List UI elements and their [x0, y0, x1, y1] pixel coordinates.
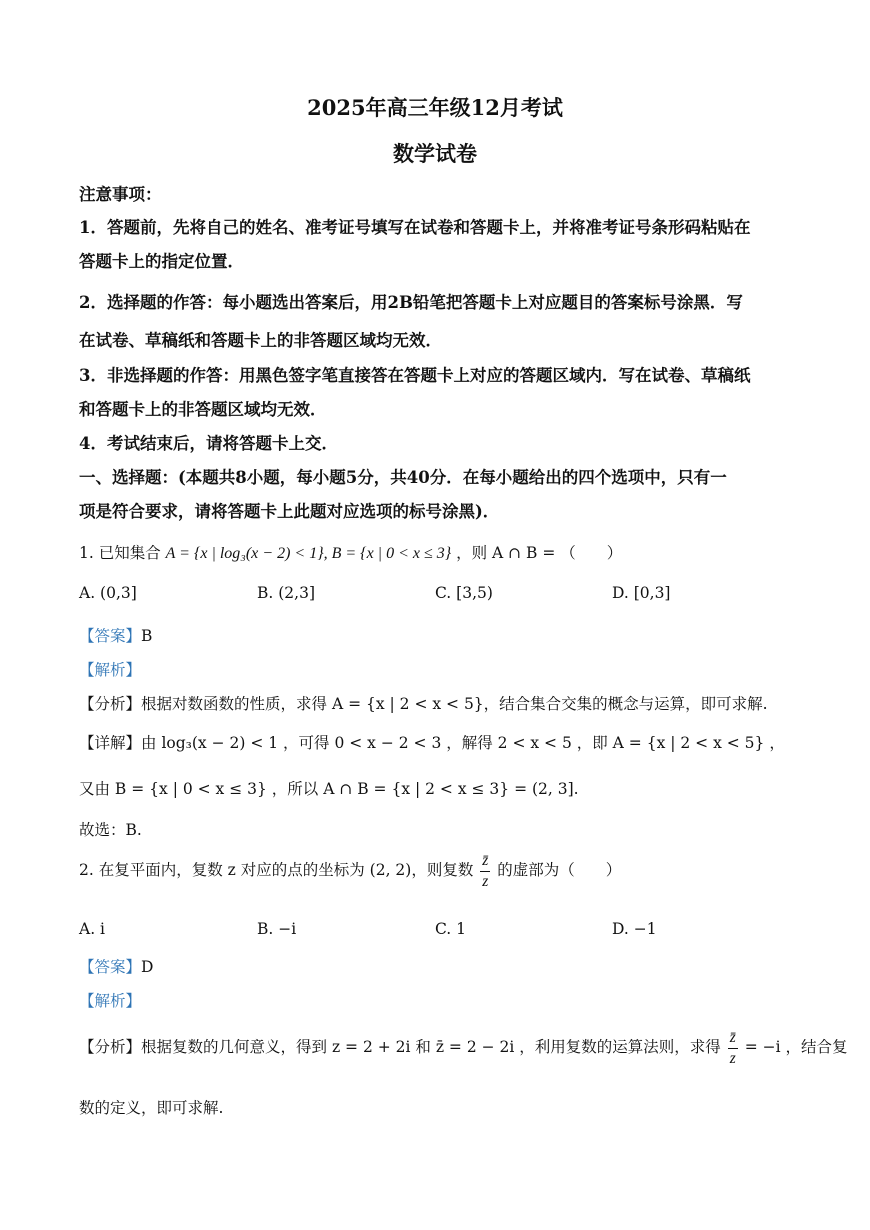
- q2-fenxi-frac-num: z̄: [728, 1030, 738, 1049]
- notice-item-2: 2．选择题的作答：每小题选出答案后，用2B铅笔把答题卡上对应题目的答案标号涂黑．写: [79, 293, 743, 312]
- q2-fenxi-text: 根据复数的几何意义，得到 z = 2 + 2i 和 z̄ = 2 − 2i ，利用复数的运算法则，求得: [141, 1038, 721, 1056]
- q1-option-a: A. (0,3]: [79, 584, 137, 602]
- section-heading: 一、选择题：(本题共8小题，每小题5分，共40分．在每小题给出的四个选项中，只有一: [79, 468, 727, 487]
- q1-detail-cont: 又由 B = {x | 0 < x ≤ 3} ，所以 A ∩ B = {x | 2 < x ≤ 3} = (2, 3].: [79, 780, 579, 798]
- q2-fraction: [480, 853, 490, 889]
- q1-detail: [79, 731, 785, 753]
- q2-analysis-tag: 【解析】: [79, 992, 142, 1010]
- q1-option-b: B. (2,3]: [257, 584, 315, 602]
- notice-item-2-cont: 在试卷、草稿纸和答题卡上的非答题区域均无效．: [79, 331, 442, 350]
- q1-stem-prefix: 1. 已知集合: [79, 544, 161, 562]
- q1-sets: A = {x | log₃(x − 2) < 1}, B = {x | 0 < x ≤ 3}: [165, 545, 452, 562]
- q2-fenxi: [79, 1030, 848, 1066]
- q2-frac-num: z̄: [480, 853, 490, 872]
- q1-fenxi-text: 根据对数函数的性质，求得 A = {x | 2 < x < 5}，结合集合交集的概念与运算，即可求解.: [141, 695, 768, 713]
- notice-item-4: 4．考试结束后，请将答题卡上交．: [79, 434, 338, 453]
- q2-fenxi-fraction: [728, 1030, 738, 1066]
- q2-stem: [79, 853, 621, 889]
- q1-fenxi: [79, 692, 768, 714]
- q1-answer: [79, 624, 152, 646]
- q2-option-b: B. −i: [257, 920, 297, 938]
- q1-answer-value: B: [141, 627, 153, 645]
- q2-option-d: D. −1: [612, 920, 657, 938]
- q1-detail-text: 由 log₃(x − 2) < 1 ，可得 0 < x − 2 < 3 ，解得 2 < x < 5 ，即 A = {x | 2 < x < 5} ，: [141, 734, 785, 752]
- q2-answer-tag: 【答案】: [79, 958, 142, 976]
- q2-option-a: A. i: [79, 920, 106, 938]
- q2-answer: [79, 955, 153, 977]
- q2-answer-value: D: [141, 958, 154, 976]
- q1-option-d: D. [0,3]: [612, 584, 671, 602]
- notice-item-3-cont: 和答题卡上的非答题区域均无效．: [79, 400, 327, 419]
- q2-fenxi-text-b: = −i ，结合复: [744, 1038, 848, 1056]
- page-subtitle: 数学试卷: [393, 141, 477, 166]
- notice-heading: 注意事项：: [79, 185, 162, 204]
- q1-fenxi-tag: 【分析】: [79, 695, 142, 713]
- q2-stem-prefix: 2. 在复平面内，复数 z 对应的点的坐标为 (2, 2)，则复数: [79, 861, 474, 879]
- page-title: 2025年高三年级12月考试: [307, 95, 563, 120]
- q1-detail-tag: 【详解】: [79, 734, 142, 752]
- q1-conclusion: 故选：B.: [79, 821, 142, 839]
- q1-answer-tag: 【答案】: [79, 627, 142, 645]
- q2-option-c: C. 1: [435, 920, 467, 938]
- notice-item-3: 3．非选择题的作答：用黑色签字笔直接答在答题卡上对应的答题区域内．写在试卷、草稿纸: [79, 366, 751, 385]
- q1-analysis-tag: 【解析】: [79, 661, 142, 679]
- q2-fenxi-cont: 数的定义，即可求解.: [79, 1099, 224, 1117]
- q2-frac-den: z: [482, 872, 489, 890]
- q2-fenxi-tag: 【分析】: [79, 1038, 142, 1056]
- section-heading-cont: 项是符合要求，请将答题卡上此题对应选项的标号涂黑)．: [79, 502, 500, 521]
- q2-stem-suffix: 的虚部为（ ）: [497, 861, 622, 879]
- q1-stem: [79, 541, 622, 563]
- q1-option-c: C. [3,5): [435, 584, 493, 602]
- q1-stem-suffix: ，则 A ∩ B = （ ）: [456, 544, 623, 562]
- notice-item-1: 1．答题前，先将自己的姓名、准考证号填写在试卷和答题卡上，并将准考证号条形码粘贴在: [79, 218, 751, 237]
- q2-fenxi-frac-den: z: [729, 1049, 736, 1067]
- notice-item-1-cont: 答题卡上的指定位置．: [79, 252, 244, 271]
